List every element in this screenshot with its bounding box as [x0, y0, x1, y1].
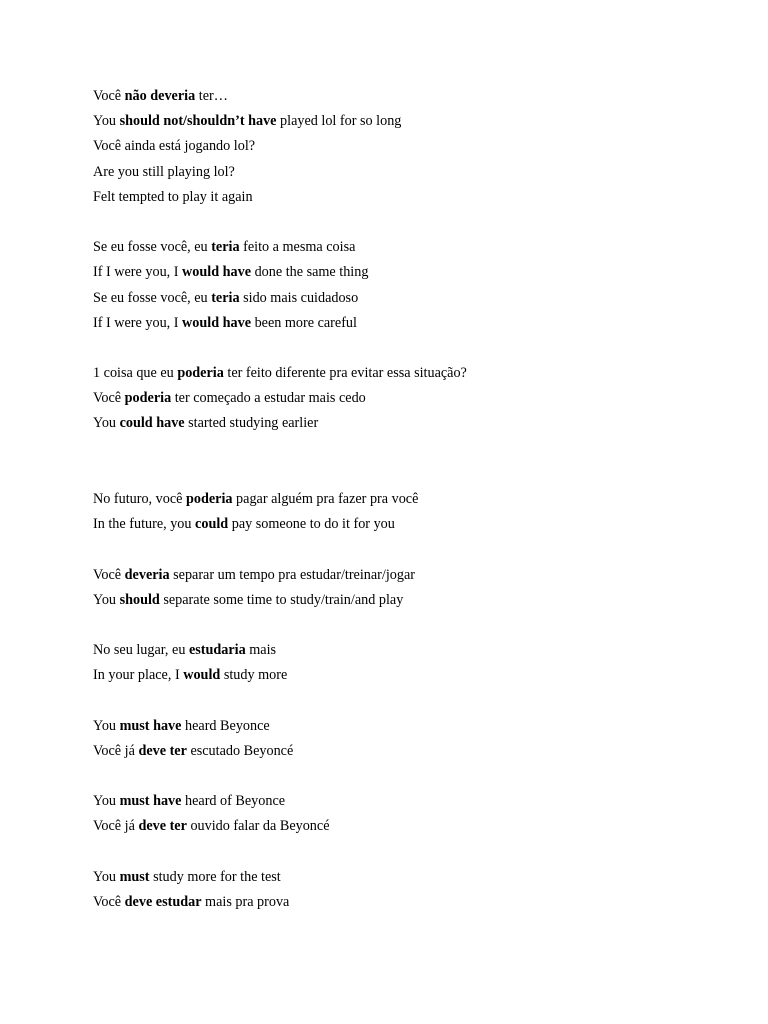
text-run: Se eu fosse você, eu — [93, 239, 212, 256]
bold-phrase: deveria — [124, 566, 170, 583]
bold-phrase: teria — [211, 239, 240, 256]
text-line — [93, 388, 733, 413]
bold-phrase: deve estudar — [124, 894, 202, 911]
text-line — [93, 363, 733, 388]
paragraph-block — [93, 237, 733, 338]
text-line — [93, 716, 733, 741]
text-run: heard of Beyonce — [181, 793, 286, 810]
paragraph-block — [93, 489, 733, 539]
text-run: You — [93, 717, 120, 734]
text-line — [93, 640, 733, 665]
text-line — [93, 413, 733, 438]
text-run: been more careful — [251, 314, 357, 331]
text-run: study more for the test — [149, 868, 281, 885]
text-run: study more — [220, 667, 288, 684]
text-line — [93, 741, 733, 766]
text-line — [93, 111, 733, 136]
text-run: escutado Beyoncé — [186, 742, 294, 759]
text-line — [93, 187, 733, 212]
paragraph-block — [93, 565, 733, 615]
bold-phrase: should — [119, 591, 160, 608]
text-run: played lol for so long — [276, 113, 402, 130]
text-run: No seu lugar, eu — [93, 642, 189, 659]
text-run: If I were you, I — [93, 264, 183, 281]
text-run: mais pra prova — [201, 894, 290, 911]
bold-phrase: poderia — [124, 390, 172, 407]
bold-phrase: must have — [119, 793, 182, 810]
bold-phrase: poderia — [177, 365, 224, 382]
text-run: Você — [93, 390, 125, 407]
paragraph-spacer — [93, 439, 733, 489]
text-line — [93, 590, 733, 615]
text-run: ter começado a estudar mais cedo — [171, 390, 366, 407]
text-run: started studying earlier — [184, 415, 319, 432]
text-run: You — [93, 113, 120, 130]
text-run: You — [93, 868, 120, 885]
text-run: separate some time to study/train/and play — [159, 591, 404, 608]
bold-phrase: would have — [182, 264, 252, 281]
text-run: sido mais cuidadoso — [239, 289, 359, 306]
paragraph-block — [93, 867, 733, 917]
paragraph-block — [93, 86, 733, 212]
text-line — [93, 816, 733, 841]
text-run: Se eu fosse você, eu — [93, 289, 212, 306]
text-line — [93, 791, 733, 816]
bold-phrase: deve ter — [138, 742, 187, 759]
text-run: Você já — [93, 742, 139, 759]
text-run: Felt tempted to play it again — [93, 188, 253, 205]
bold-phrase: estudaria — [188, 642, 246, 659]
text-run: feito a mesma coisa — [239, 239, 356, 256]
text-run: No futuro, você — [93, 491, 186, 508]
text-run: Você — [93, 566, 125, 583]
text-line — [93, 136, 733, 161]
bold-phrase: must have — [119, 717, 182, 734]
text-run: separar um tempo pra estudar/treinar/jogar — [169, 566, 415, 583]
text-line — [93, 665, 733, 690]
paragraph-spacer — [93, 338, 733, 363]
text-run: You — [93, 793, 120, 810]
text-run: If I were you, I — [93, 314, 183, 331]
text-run: 1 coisa que eu — [93, 365, 178, 382]
text-line — [93, 892, 733, 917]
text-run: In your place, I — [93, 667, 184, 684]
bold-phrase: teria — [211, 289, 240, 306]
text-run: Você — [93, 894, 125, 911]
text-run: Você ainda está jogando lol? — [93, 138, 256, 155]
text-run: ouvido falar da Beyoncé — [186, 818, 330, 835]
text-line — [93, 162, 733, 187]
paragraph-spacer — [93, 842, 733, 867]
text-line — [93, 262, 733, 287]
bold-phrase: would have — [182, 314, 252, 331]
paragraph-spacer — [93, 691, 733, 716]
bold-phrase: would — [183, 667, 221, 684]
bold-phrase: must — [119, 868, 150, 885]
text-run: pagar alguém pra fazer pra você — [232, 491, 419, 508]
text-line — [93, 313, 733, 338]
text-run: Você já — [93, 818, 139, 835]
paragraph-block — [93, 716, 733, 766]
text-run: ter… — [195, 88, 228, 104]
bold-phrase: could — [195, 516, 229, 533]
document-body — [93, 86, 733, 917]
text-line — [93, 237, 733, 262]
paragraph-spacer — [93, 615, 733, 640]
paragraph-spacer — [93, 212, 733, 237]
text-run: heard Beyonce — [181, 717, 270, 734]
paragraph-spacer — [93, 766, 733, 791]
text-line — [93, 489, 733, 514]
text-line — [93, 514, 733, 539]
text-run: ter feito diferente pra evitar essa situação? — [223, 365, 467, 382]
text-run: You — [93, 591, 120, 608]
text-run: In the future, you — [93, 516, 196, 533]
bold-phrase: should not/shouldn’t have — [119, 113, 277, 130]
bold-phrase: poderia — [185, 491, 233, 508]
paragraph-block — [93, 363, 733, 439]
bold-phrase: could have — [119, 415, 185, 432]
paragraph-block — [93, 640, 733, 690]
text-line — [93, 867, 733, 892]
text-run: You — [93, 415, 120, 432]
paragraph-block — [93, 791, 733, 841]
text-line — [93, 565, 733, 590]
paragraph-spacer — [93, 539, 733, 564]
bold-phrase: não deveria — [124, 88, 196, 104]
text-run: done the same thing — [251, 264, 369, 281]
text-run: Are you still playing lol? — [93, 163, 235, 180]
text-line — [93, 288, 733, 313]
text-run: mais — [245, 642, 277, 659]
text-line — [93, 86, 733, 111]
text-run: Você — [93, 88, 125, 104]
text-run: pay someone to do it for you — [228, 516, 395, 533]
bold-phrase: deve ter — [138, 818, 187, 835]
